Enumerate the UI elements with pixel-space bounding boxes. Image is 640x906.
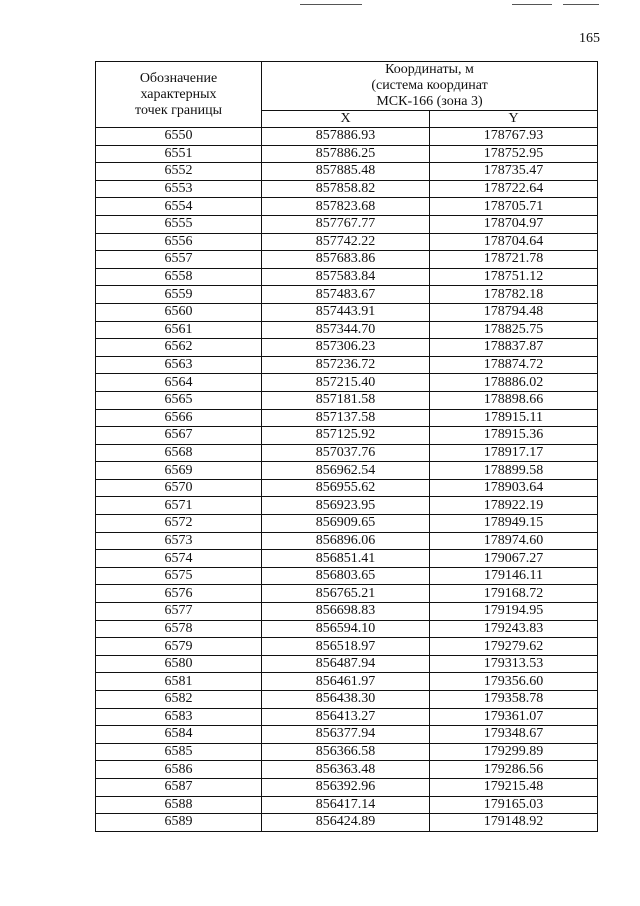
table-row — [96, 638, 598, 656]
x-coordinate-cell: 856413.27 — [262, 708, 430, 726]
x-coordinate-cell: 856765.21 — [262, 585, 430, 603]
point-id-cell: 6558 — [96, 268, 262, 286]
table-row — [96, 691, 598, 709]
x-coordinate-cell: 857683.86 — [262, 251, 430, 269]
header-coords-line: Координаты, м — [385, 62, 474, 77]
point-id-cell: 6555 — [96, 215, 262, 233]
y-coordinate-cell: 178898.66 — [430, 391, 598, 409]
x-coordinate-cell: 857886.93 — [262, 128, 430, 146]
y-coordinate-cell: 178886.02 — [430, 374, 598, 392]
table-row — [96, 761, 598, 779]
table-row — [96, 515, 598, 533]
y-coordinate-cell: 179348.67 — [430, 726, 598, 744]
point-id-cell: 6565 — [96, 391, 262, 409]
header-x: X — [262, 111, 430, 128]
y-coordinate-cell: 179165.03 — [430, 796, 598, 814]
y-coordinate-cell: 178922.19 — [430, 497, 598, 515]
point-id-cell: 6581 — [96, 673, 262, 691]
point-id-cell: 6566 — [96, 409, 262, 427]
x-coordinate-cell: 856909.65 — [262, 515, 430, 533]
table-row — [96, 778, 598, 796]
y-coordinate-cell: 178915.11 — [430, 409, 598, 427]
point-id-cell: 6585 — [96, 743, 262, 761]
x-coordinate-cell: 857742.22 — [262, 233, 430, 251]
table-row — [96, 286, 598, 304]
point-id-cell: 6584 — [96, 726, 262, 744]
x-coordinate-cell: 856896.06 — [262, 532, 430, 550]
x-coordinate-cell: 857037.76 — [262, 444, 430, 462]
point-id-cell: 6576 — [96, 585, 262, 603]
y-coordinate-cell: 179168.72 — [430, 585, 598, 603]
y-coordinate-cell: 179243.83 — [430, 620, 598, 638]
header-points-line: характерных — [140, 86, 217, 102]
x-coordinate-cell: 856698.83 — [262, 603, 430, 621]
header-y: Y — [430, 111, 598, 128]
top-rule-1 — [300, 4, 362, 5]
table-row — [96, 567, 598, 585]
table-row — [96, 391, 598, 409]
table-row — [96, 444, 598, 462]
point-id-cell: 6552 — [96, 163, 262, 181]
y-coordinate-cell: 178704.64 — [430, 233, 598, 251]
point-id-cell: 6568 — [96, 444, 262, 462]
table-body — [96, 128, 598, 832]
y-coordinate-cell: 179148.92 — [430, 814, 598, 832]
y-coordinate-cell: 179146.11 — [430, 567, 598, 585]
table-row — [96, 532, 598, 550]
y-coordinate-cell: 178903.64 — [430, 479, 598, 497]
point-id-cell: 6551 — [96, 145, 262, 163]
table-row — [96, 303, 598, 321]
y-coordinate-cell: 178837.87 — [430, 339, 598, 357]
y-coordinate-cell: 178751.12 — [430, 268, 598, 286]
header-coords-line: (система координат — [371, 78, 488, 93]
y-coordinate-cell: 178825.75 — [430, 321, 598, 339]
y-coordinate-cell: 178794.48 — [430, 303, 598, 321]
point-id-cell: 6563 — [96, 356, 262, 374]
table-row — [96, 585, 598, 603]
y-coordinate-cell: 178767.93 — [430, 128, 598, 146]
table-row — [96, 198, 598, 216]
table-row — [96, 268, 598, 286]
coordinates-table — [95, 61, 598, 832]
point-id-cell: 6554 — [96, 198, 262, 216]
header-points — [96, 62, 262, 128]
header-points-line: точек границы — [135, 102, 222, 118]
table-row — [96, 427, 598, 445]
x-coordinate-cell: 856923.95 — [262, 497, 430, 515]
point-id-cell: 6553 — [96, 180, 262, 198]
table-row — [96, 479, 598, 497]
y-coordinate-cell: 178752.95 — [430, 145, 598, 163]
point-id-cell: 6572 — [96, 515, 262, 533]
point-id-cell: 6586 — [96, 761, 262, 779]
point-id-cell: 6550 — [96, 128, 262, 146]
point-id-cell: 6574 — [96, 550, 262, 568]
point-id-cell: 6573 — [96, 532, 262, 550]
point-id-cell: 6557 — [96, 251, 262, 269]
point-id-cell: 6559 — [96, 286, 262, 304]
table-row — [96, 163, 598, 181]
x-coordinate-cell: 857236.72 — [262, 356, 430, 374]
y-coordinate-cell: 179067.27 — [430, 550, 598, 568]
point-id-cell: 6561 — [96, 321, 262, 339]
y-coordinate-cell: 179313.53 — [430, 655, 598, 673]
y-coordinate-cell: 179286.56 — [430, 761, 598, 779]
y-coordinate-cell: 178782.18 — [430, 286, 598, 304]
x-coordinate-cell: 857137.58 — [262, 409, 430, 427]
table-row — [96, 233, 598, 251]
x-coordinate-cell: 856518.97 — [262, 638, 430, 656]
point-id-cell: 6571 — [96, 497, 262, 515]
header-row — [96, 62, 598, 111]
table-row — [96, 409, 598, 427]
point-id-cell: 6556 — [96, 233, 262, 251]
header-coords-line: МСК-166 (зона 3) — [376, 94, 483, 109]
header-coordinates — [262, 62, 598, 111]
point-id-cell: 6589 — [96, 814, 262, 832]
point-id-cell: 6580 — [96, 655, 262, 673]
top-rule-3 — [563, 4, 599, 5]
x-coordinate-cell: 857215.40 — [262, 374, 430, 392]
y-coordinate-cell: 178915.36 — [430, 427, 598, 445]
y-coordinate-cell: 178974.60 — [430, 532, 598, 550]
table-row — [96, 620, 598, 638]
y-coordinate-cell: 178722.64 — [430, 180, 598, 198]
table-row — [96, 655, 598, 673]
x-coordinate-cell: 857443.91 — [262, 303, 430, 321]
x-coordinate-cell: 856366.58 — [262, 743, 430, 761]
x-coordinate-cell: 856392.96 — [262, 778, 430, 796]
x-coordinate-cell: 857823.68 — [262, 198, 430, 216]
y-coordinate-cell: 178705.71 — [430, 198, 598, 216]
table-row — [96, 180, 598, 198]
y-coordinate-cell: 178874.72 — [430, 356, 598, 374]
x-coordinate-cell: 856438.30 — [262, 691, 430, 709]
table-row — [96, 726, 598, 744]
point-id-cell: 6578 — [96, 620, 262, 638]
point-id-cell: 6587 — [96, 778, 262, 796]
table-row — [96, 339, 598, 357]
point-id-cell: 6588 — [96, 796, 262, 814]
x-coordinate-cell: 857306.23 — [262, 339, 430, 357]
x-coordinate-cell: 857767.77 — [262, 215, 430, 233]
table-row — [96, 128, 598, 146]
table-row — [96, 356, 598, 374]
x-coordinate-cell: 857858.82 — [262, 180, 430, 198]
x-coordinate-cell: 856487.94 — [262, 655, 430, 673]
y-coordinate-cell: 178899.58 — [430, 462, 598, 480]
table-row — [96, 743, 598, 761]
point-id-cell: 6583 — [96, 708, 262, 726]
page-number: 165 — [579, 31, 600, 46]
y-coordinate-cell: 179299.89 — [430, 743, 598, 761]
x-coordinate-cell: 856424.89 — [262, 814, 430, 832]
x-coordinate-cell: 857181.58 — [262, 391, 430, 409]
point-id-cell: 6582 — [96, 691, 262, 709]
point-id-cell: 6567 — [96, 427, 262, 445]
table-row — [96, 251, 598, 269]
point-id-cell: 6579 — [96, 638, 262, 656]
table-row — [96, 814, 598, 832]
x-coordinate-cell: 856962.54 — [262, 462, 430, 480]
header-points-line: Обозначение — [139, 70, 218, 86]
table-row — [96, 550, 598, 568]
point-id-cell: 6569 — [96, 462, 262, 480]
x-coordinate-cell: 856594.10 — [262, 620, 430, 638]
x-coordinate-cell: 857483.67 — [262, 286, 430, 304]
x-coordinate-cell: 857583.84 — [262, 268, 430, 286]
y-coordinate-cell: 178721.78 — [430, 251, 598, 269]
x-coordinate-cell: 857885.48 — [262, 163, 430, 181]
table-row — [96, 321, 598, 339]
x-coordinate-cell: 856461.97 — [262, 673, 430, 691]
point-id-cell: 6577 — [96, 603, 262, 621]
table-row — [96, 215, 598, 233]
table-row — [96, 497, 598, 515]
table-row — [96, 796, 598, 814]
point-id-cell: 6562 — [96, 339, 262, 357]
table-row — [96, 708, 598, 726]
point-id-cell: 6570 — [96, 479, 262, 497]
table-row — [96, 603, 598, 621]
point-id-cell: 6560 — [96, 303, 262, 321]
table-row — [96, 673, 598, 691]
y-coordinate-cell: 179279.62 — [430, 638, 598, 656]
y-coordinate-cell: 178735.47 — [430, 163, 598, 181]
y-coordinate-cell: 178949.15 — [430, 515, 598, 533]
y-coordinate-cell: 178704.97 — [430, 215, 598, 233]
point-id-cell: 6575 — [96, 567, 262, 585]
y-coordinate-cell: 179358.78 — [430, 691, 598, 709]
point-id-cell: 6564 — [96, 374, 262, 392]
y-coordinate-cell: 178917.17 — [430, 444, 598, 462]
table-row — [96, 374, 598, 392]
x-coordinate-cell: 857344.70 — [262, 321, 430, 339]
y-coordinate-cell: 179361.07 — [430, 708, 598, 726]
table-row — [96, 145, 598, 163]
y-coordinate-cell: 179215.48 — [430, 778, 598, 796]
x-coordinate-cell: 856851.41 — [262, 550, 430, 568]
x-coordinate-cell: 857125.92 — [262, 427, 430, 445]
y-coordinate-cell: 179194.95 — [430, 603, 598, 621]
y-coordinate-cell: 179356.60 — [430, 673, 598, 691]
x-coordinate-cell: 856417.14 — [262, 796, 430, 814]
x-coordinate-cell: 856955.62 — [262, 479, 430, 497]
top-rule-2 — [512, 4, 552, 5]
x-coordinate-cell: 856803.65 — [262, 567, 430, 585]
x-coordinate-cell: 857886.25 — [262, 145, 430, 163]
x-coordinate-cell: 856377.94 — [262, 726, 430, 744]
table-row — [96, 462, 598, 480]
x-coordinate-cell: 856363.48 — [262, 761, 430, 779]
